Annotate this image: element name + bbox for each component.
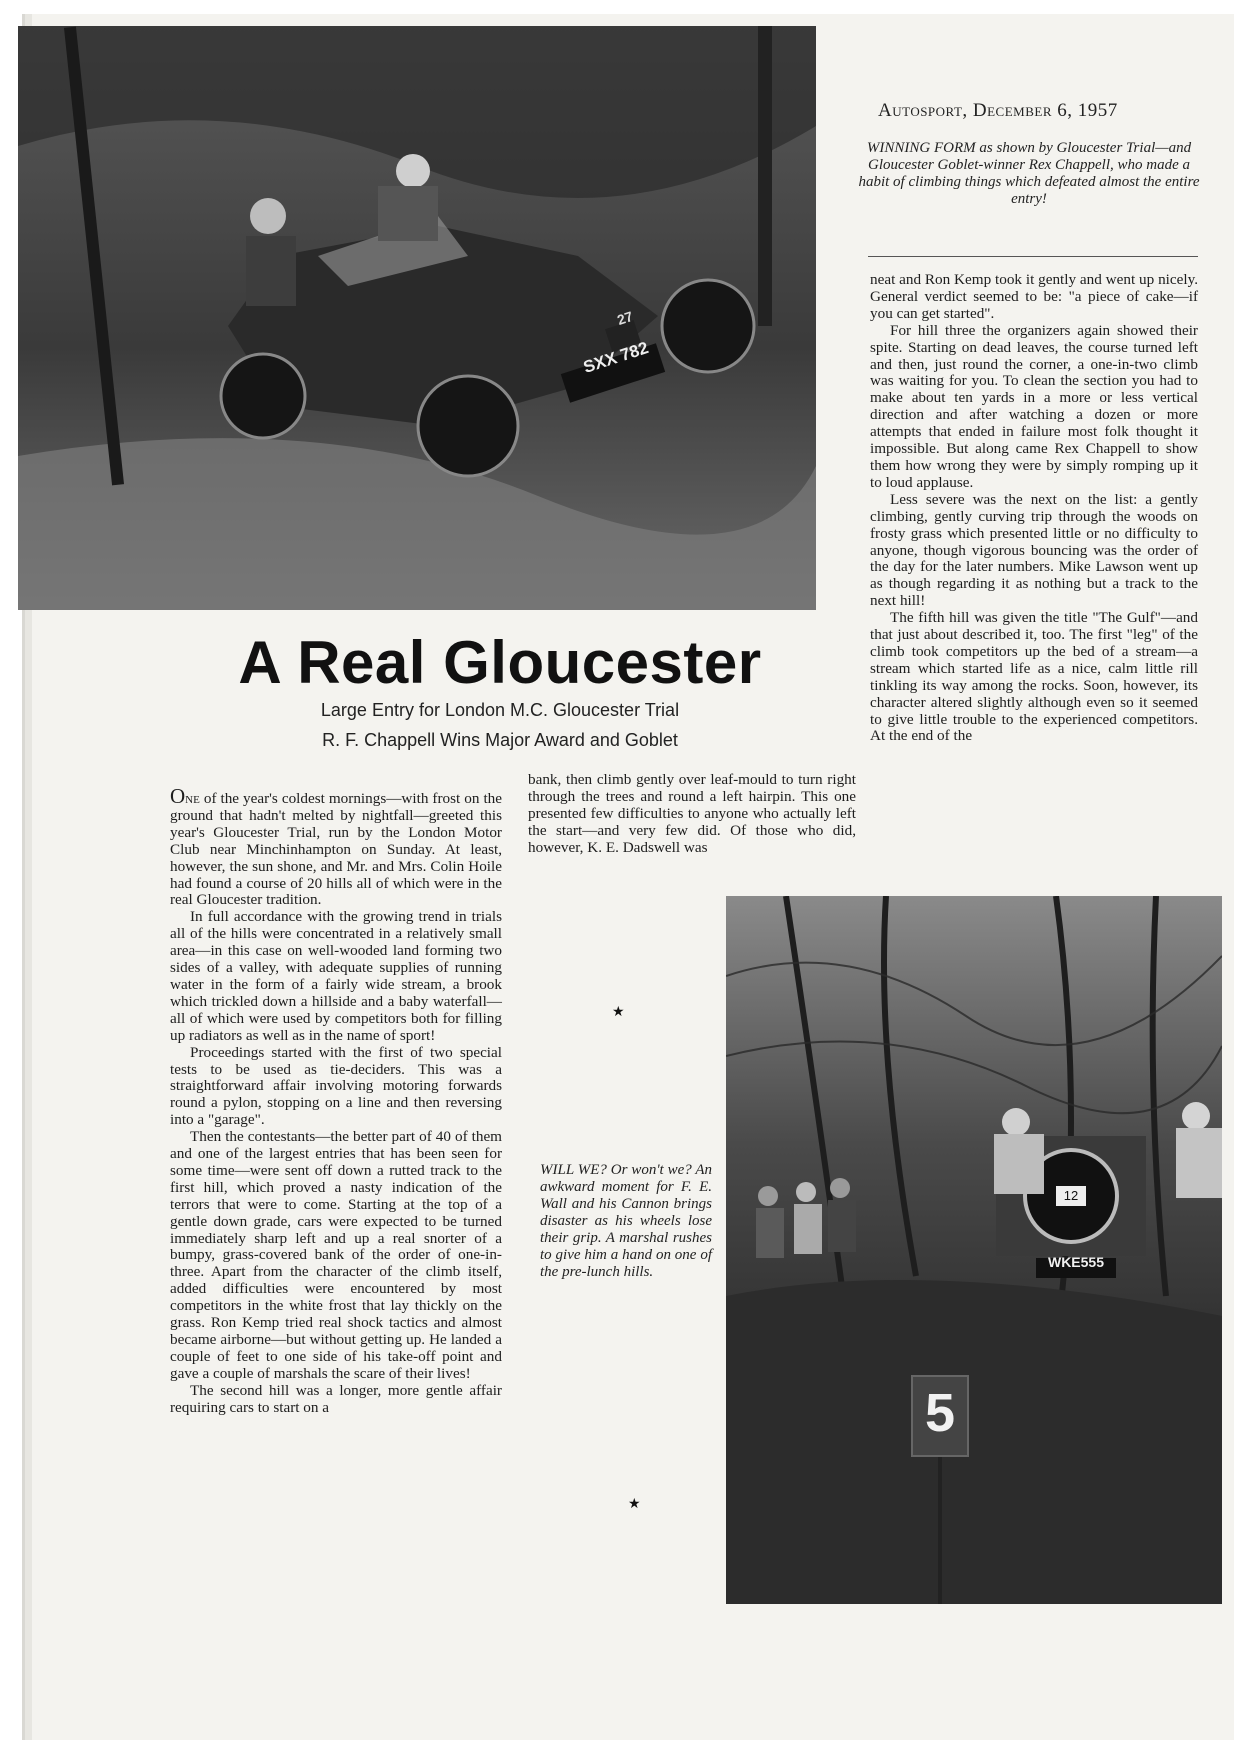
- separator-star: ★: [628, 1496, 641, 1512]
- photo-car-losing-grip: [726, 896, 1222, 1604]
- paragraph: The fifth hill was given the title "The Gulf"—and that just about described it, too. The first "leg" of the climb took competitors up the bed of a stream—a stream which started life as a nice, calm little rill tinkling its way among the rocks. Soon, however, its character altered slightly although even so it seemed to give little trouble to the experienced competitors. At the end of the: [870, 609, 1198, 745]
- paragraph: [170, 784, 502, 909]
- article-headline: A Real Gloucester: [238, 629, 762, 696]
- number-plate: SXX 782: [580, 338, 651, 377]
- paragraph: Less severe was the next on the list: a gently climbing, gently curving trip through the woods on frosty grass which presented little or no difficulty to anyone, though vigorous bouncing was the order of the day for the later numbers. Mike Lawson went up as though regarding it as nothing but a track to the next hill!: [870, 490, 1198, 610]
- subheading-2: R. F. Chappell Wins Major Award and Goblet: [322, 730, 678, 750]
- paragraph: For hill three the organizers again showed their spite. Starting on dead leaves, the course turned left and then, just round the corner, a one-in-two climb was waiting for you. To clean the section you had to make about ten yards in a more or less vertical direction and after watching a dozen or more attempts that ended in failure most folk thought it impossible. But along came Rex Chappell to show them how wrong they were by simply romping up it to loud applause.: [870, 321, 1198, 491]
- top-photo-caption: WINNING FORM as shown by Gloucester Trial—and Gloucester Goblet-winner Rex Chappell, who made a habit of climbing things which defeated almost the entire entry!: [858, 140, 1200, 207]
- paragraph-text: of the year's coldest mornings—with frost on the ground that hadn't melted by nightfall—greeted this year's Gloucester Trial, run by the London Motor Club near Minchinhampton on Sunday. At least, however, the sun shone, and Mr. and Mrs. Colin Hoile had found a course of 20 hills all of which were in the real Gloucester tradition.: [170, 790, 502, 909]
- photo-trial-car-climbing: [18, 26, 816, 610]
- race-number: 12: [1056, 1186, 1086, 1206]
- marker-number: 5: [924, 1383, 956, 1443]
- running-header: Autosport, December 6, 1957: [878, 100, 1118, 121]
- paragraph: In full accordance with the growing trend in trials all of the hills were concentrated in a relatively small area—in this case on well-wooded land forming two sides of a valley, with adequate supplies of running water in the form of a fairly wide stream, a brook which trickled down a hillside and a baby waterfall—all of which were used by competitors both for filling up radiators as well as in the name of sport!: [170, 908, 502, 1044]
- article-column-3: [870, 272, 1198, 745]
- paragraph: neat and Ron Kemp took it gently and went up nicely. General verdict seemed to be: "a piece of cake—if you can get started".: [870, 271, 1198, 322]
- paragraph: Proceedings started with the first of two special tests to be used as tie-deciders. This was a straightforward affair involving motoring forwards round a pylon, stopping on a line and then reversing into a "garage".: [170, 1043, 502, 1129]
- separator-star: ★: [612, 1004, 625, 1020]
- article-column-1: [170, 784, 502, 1417]
- bottom-photo-caption: WILL WE? Or won't we? An awkward moment for F. E. Wall and his Cannon brings disaster as his wheels lose their grip. A marshal rushes to give him a hand on one of the pre-lunch hills.: [540, 1162, 712, 1280]
- paragraph: The second hill was a longer, more gentle affair requiring cars to start on a: [170, 1381, 502, 1416]
- article-column-2: [528, 772, 856, 857]
- paragraph: Then the contestants—the better part of 40 of them and one of the largest entries that has been seen for some time—were sent off down a rutted track to the first hill, which proved a nasty indication of the terrors that were to come. Starting at the top of a gentle down grade, cars were expected to be turned immediately sharp left and up a real snorter of a bumpy, grass-covered bank of the order of one-in-three. Apart from the character of the climb itself, added difficulties were encountered by most competitors in the white frost that lay thickly on the grass. Ron Kemp tried real shock tactics and almost became airborne—but without getting up. He landed a couple of feet to one side of his take-off point and gave a couple of marshals the scare of their lives!: [170, 1128, 502, 1382]
- lead-in: ne: [185, 790, 200, 807]
- subheading-1: Large Entry for London M.C. Gloucester Trial: [320, 700, 680, 720]
- caption-rule: [868, 256, 1198, 257]
- number-plate: WKE555: [1047, 1254, 1105, 1270]
- drop-cap: O: [170, 784, 186, 808]
- paragraph: bank, then climb gently over leaf-mould to turn right through the trees and round a left hairpin. This one presented few difficulties to anyone who actually left the start—and very few did. Of those who did, however, K. E. Dadswell was: [528, 771, 856, 856]
- race-number: 27: [615, 307, 635, 329]
